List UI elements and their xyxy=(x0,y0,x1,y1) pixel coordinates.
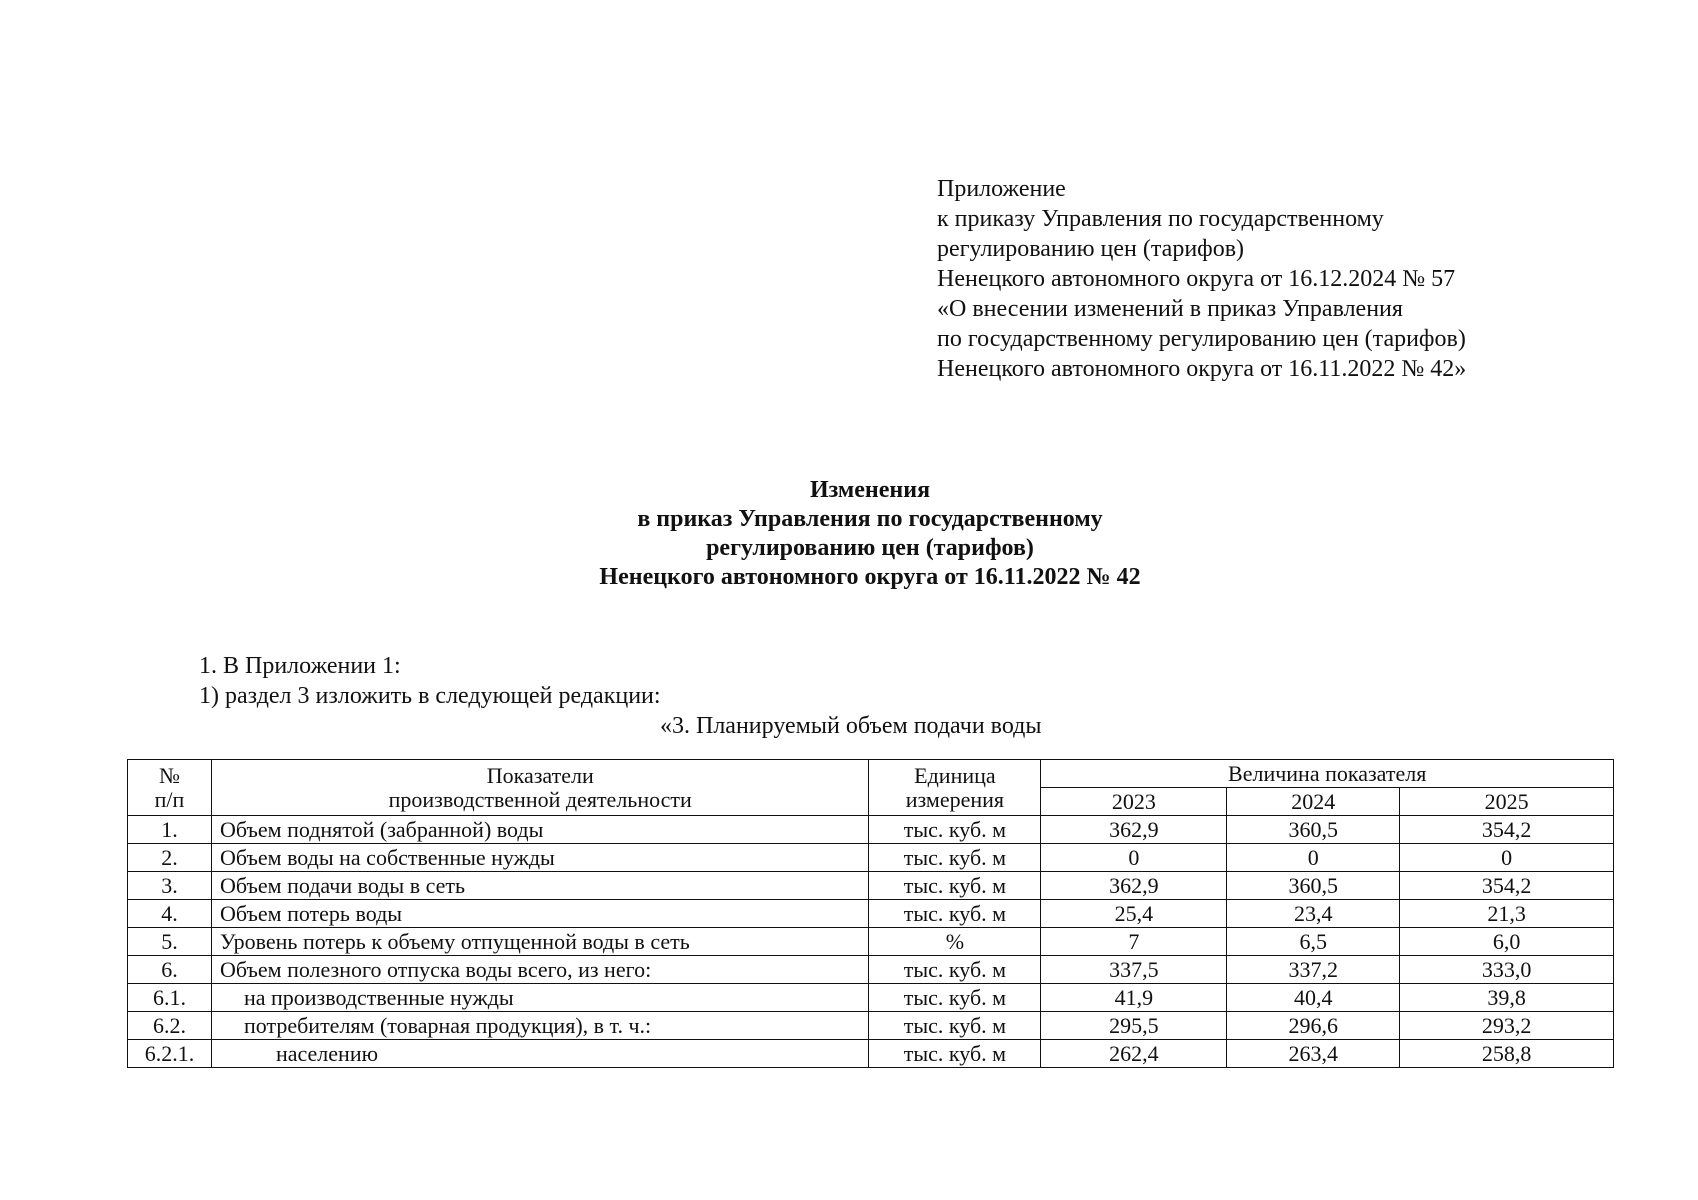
row-unit: тыс. куб. м xyxy=(869,900,1041,928)
row-unit: % xyxy=(869,928,1041,956)
header-num xyxy=(128,760,212,816)
row-name: на производственные нужды xyxy=(211,984,869,1012)
header-name-line1: Показатели xyxy=(486,762,594,788)
table-row xyxy=(128,844,1614,872)
row-value-2023: 262,4 xyxy=(1041,1040,1227,1068)
row-num: 3. xyxy=(128,872,212,900)
row-num: 6.2. xyxy=(128,1012,212,1040)
header-year: 2023 xyxy=(1041,788,1227,816)
row-value-2025: 6,0 xyxy=(1400,928,1614,956)
table-row xyxy=(128,816,1614,844)
row-value-2024: 6,5 xyxy=(1227,928,1400,956)
header-year: 2025 xyxy=(1400,788,1614,816)
row-unit: тыс. куб. м xyxy=(869,984,1041,1012)
row-num: 5. xyxy=(128,928,212,956)
row-value-2024: 296,6 xyxy=(1227,1012,1400,1040)
header-year: 2024 xyxy=(1227,788,1400,816)
title-line: в приказ Управления по государственному xyxy=(637,506,1103,532)
row-value-2025: 293,2 xyxy=(1400,1012,1614,1040)
header-value-group: Величина показателя xyxy=(1041,760,1614,788)
table-row xyxy=(128,928,1614,956)
row-value-2025: 354,2 xyxy=(1400,816,1614,844)
row-unit: тыс. куб. м xyxy=(869,956,1041,984)
row-num: 6.2.1. xyxy=(128,1040,212,1068)
row-value-2024: 337,2 xyxy=(1227,956,1400,984)
row-value-2024: 263,4 xyxy=(1227,1040,1400,1068)
water-supply-table xyxy=(127,759,1614,1068)
table-row xyxy=(128,1040,1614,1068)
header-unit xyxy=(869,760,1041,816)
row-name: потребителям (товарная продукция), в т. ч.: xyxy=(211,1012,869,1040)
row-value-2024: 360,5 xyxy=(1227,816,1400,844)
row-value-2025: 258,8 xyxy=(1400,1040,1614,1068)
title-line: регулированию цен (тарифов) xyxy=(706,535,1034,561)
header-unit-line1: Единица xyxy=(914,762,996,788)
row-value-2023: 0 xyxy=(1041,844,1227,872)
row-value-2025: 333,0 xyxy=(1400,956,1614,984)
appendix-header xyxy=(937,174,1657,384)
row-value-2023: 362,9 xyxy=(1041,872,1227,900)
document-title xyxy=(0,476,1698,592)
paragraph-2: 1) раздел 3 изложить в следующей редакции: xyxy=(199,683,661,709)
appendix-line: по государственному регулированию цен (тарифов) xyxy=(937,326,1466,352)
paragraph-1: 1. В Приложении 1: xyxy=(199,653,401,679)
row-name: Объем воды на собственные нужды xyxy=(211,844,869,872)
row-value-2025: 0 xyxy=(1400,844,1614,872)
header-num-line2: п/п xyxy=(154,786,185,812)
row-name: Объем потерь воды xyxy=(211,900,869,928)
appendix-line: Ненецкого автономного округа от 16.12.2024 № 57 xyxy=(937,266,1456,292)
row-name: населению xyxy=(211,1040,869,1068)
table-row xyxy=(128,956,1614,984)
header-num-line1: № xyxy=(158,762,180,788)
row-value-2025: 39,8 xyxy=(1400,984,1614,1012)
section-title: «3. Планируемый объем подачи воды xyxy=(660,713,1042,739)
row-value-2023: 295,5 xyxy=(1041,1012,1227,1040)
title-line: Ненецкого автономного округа от 16.11.2022 № 42 xyxy=(599,564,1141,590)
row-num: 4. xyxy=(128,900,212,928)
row-value-2024: 0 xyxy=(1227,844,1400,872)
table-row xyxy=(128,900,1614,928)
row-unit: тыс. куб. м xyxy=(869,1040,1041,1068)
row-num: 6.1. xyxy=(128,984,212,1012)
appendix-line: к приказу Управления по государственному xyxy=(937,206,1384,232)
header-name xyxy=(211,760,869,816)
row-value-2023: 362,9 xyxy=(1041,816,1227,844)
row-name: Уровень потерь к объему отпущенной воды в сеть xyxy=(211,928,869,956)
table-row xyxy=(128,872,1614,900)
appendix-line: Ненецкого автономного округа от 16.11.2022 № 42» xyxy=(937,356,1467,382)
header-unit-line2: измерения xyxy=(905,786,1005,812)
table-row xyxy=(128,984,1614,1012)
row-unit: тыс. куб. м xyxy=(869,1012,1041,1040)
appendix-line: регулированию цен (тарифов) xyxy=(937,236,1245,262)
row-unit: тыс. куб. м xyxy=(869,816,1041,844)
row-num: 1. xyxy=(128,816,212,844)
row-name: Объем подачи воды в сеть xyxy=(211,872,869,900)
header-name-line2: производственной деятельности xyxy=(388,786,692,812)
table-row xyxy=(128,1012,1614,1040)
row-unit: тыс. куб. м xyxy=(869,844,1041,872)
title-line: Изменения xyxy=(809,477,931,503)
row-value-2025: 354,2 xyxy=(1400,872,1614,900)
row-value-2024: 23,4 xyxy=(1227,900,1400,928)
row-value-2023: 41,9 xyxy=(1041,984,1227,1012)
row-value-2024: 360,5 xyxy=(1227,872,1400,900)
row-num: 2. xyxy=(128,844,212,872)
row-value-2023: 25,4 xyxy=(1041,900,1227,928)
row-num: 6. xyxy=(128,956,212,984)
row-value-2025: 21,3 xyxy=(1400,900,1614,928)
row-value-2023: 7 xyxy=(1041,928,1227,956)
row-value-2023: 337,5 xyxy=(1041,956,1227,984)
table-header-row xyxy=(128,760,1614,788)
row-name: Объем полезного отпуска воды всего, из него: xyxy=(211,956,869,984)
row-value-2024: 40,4 xyxy=(1227,984,1400,1012)
row-unit: тыс. куб. м xyxy=(869,872,1041,900)
appendix-line: Приложение xyxy=(937,176,1066,202)
appendix-line: «О внесении изменений в приказ Управления xyxy=(937,296,1403,322)
row-name: Объем поднятой (забранной) воды xyxy=(211,816,869,844)
